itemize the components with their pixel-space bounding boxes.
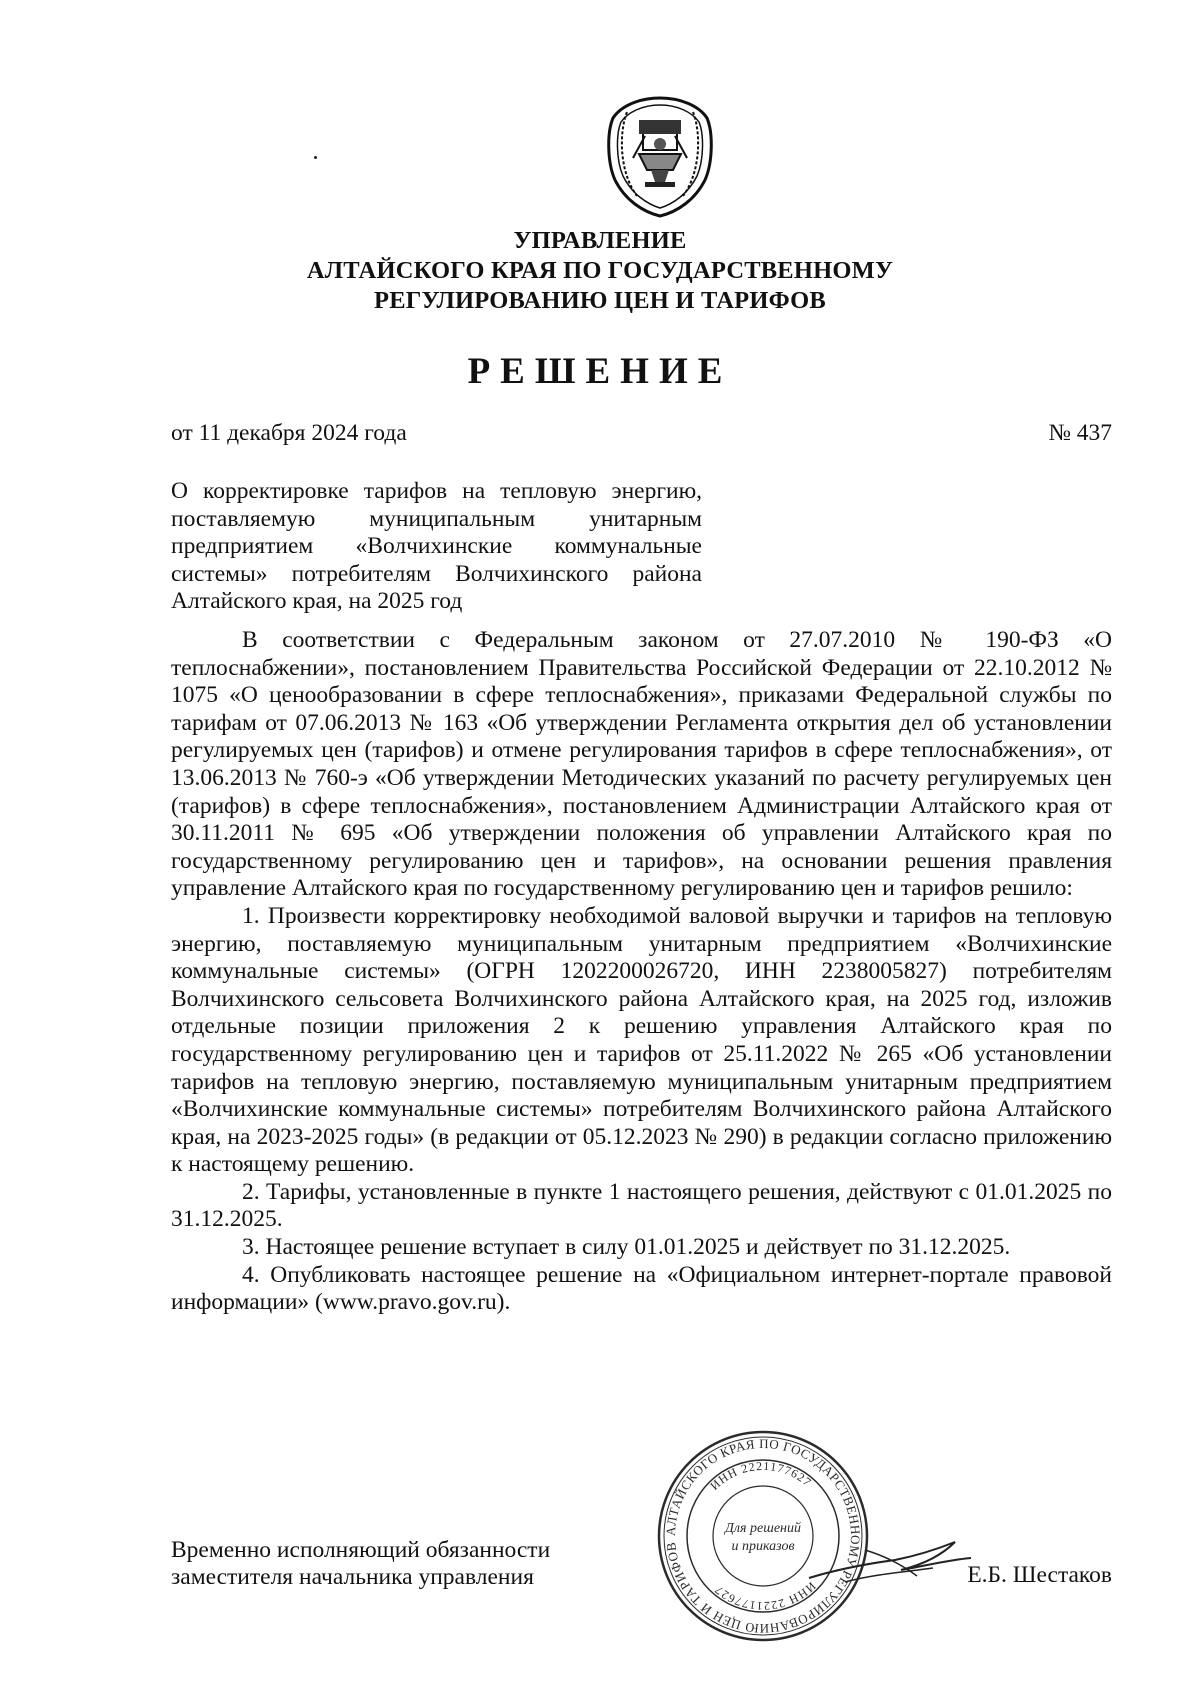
issuer-header bbox=[240, 226, 960, 316]
header-line: АЛТАЙСКОГО КРАЯ ПО ГОСУДАРСТВЕННОМУ bbox=[306, 257, 894, 284]
stamp-inn-bottom: ИНН 2221177627 bbox=[711, 1579, 819, 1614]
document-date: от 11 декабря 2024 года bbox=[171, 420, 407, 446]
stamp-center-line: Для решений bbox=[725, 1521, 801, 1536]
stamp-ring-text: АЛТАЙСКОГО КРАЯ ПО ГОСУДАРСТВЕННОМУ РЕГУЛИРОВАНИЮ ЦЕН И ТАРИФОВ bbox=[662, 1435, 864, 1637]
body-paragraph: 1. Произвести корректировку необходимой валовой выручки и тарифов на тепловую энергию, поставляемую муниципальным унитарным предприятием «Волчихинские коммунальные системы» (ОГРН 1202200026720, ИНН 2238005827) потребителям Волчихинского сельсовета Волчихинского района Алтайского края, на 2025 год, изложив отдельные позиции приложения 2 к решению управления Алтайского края по государственному регулированию цен и тарифов от 25.11.2022 № 265 «Об установлении тарифов на тепловую энергию, поставляемую муниципальным унитарным предприятием «Волчихинские коммунальные системы» потребителям Волчихинского района Алтайского края, на 2023-2025 годы» (в редакции от 05.12.2023 № 290) в редакции согласно приложению к настоящему решению. bbox=[171, 902, 1112, 1178]
position-line: Временно исполняющий обязанности bbox=[171, 1537, 551, 1563]
document-number: № 437 bbox=[1048, 420, 1112, 446]
body-paragraph: 3. Настоящее решение вступает в силу 01.01.2025 и действует по 31.12.2025. bbox=[242, 1234, 1011, 1261]
scan-speck bbox=[314, 156, 317, 159]
position-line: заместителя начальника управления bbox=[171, 1564, 534, 1590]
header-line: РЕГУЛИРОВАНИЮ ЦЕН И ТАРИФОВ bbox=[374, 287, 826, 314]
document-subject: О корректировке тарифов на тепловую энергию, поставляемую муниципальным унитарным предприятием «Волчихинские коммунальные системы» потребителям Волчихинского района Алтайского края, на 2025 год bbox=[171, 478, 702, 614]
signatory-position bbox=[171, 1537, 550, 1591]
stamp-inn-top: ИНН 2221177627 bbox=[707, 1458, 815, 1493]
handwritten-signature bbox=[805, 1520, 975, 1600]
body-paragraph: 2. Тарифы, установленные в пункте 1 настоящего решения, действуют с 01.01.2025 по 31.12.2025. bbox=[171, 1178, 1112, 1233]
svg-text:ИНН 2221177627 bbox=[711, 1579, 818, 1613]
stamp-center-line: и приказов bbox=[731, 1539, 795, 1554]
svg-text:ИНН 2221177627 bbox=[707, 1459, 814, 1493]
document-title: РЕШЕНИЕ bbox=[467, 351, 733, 392]
body-paragraph: В соответствии с Федеральным законом от 27.07.2010 № 190-ФЗ «О теплоснабжении», постановлением Правительства Российской Федерации от 22.10.2012 № 1075 «О ценообразовании в сфере теплоснабжения», приказами Федеральной службы по тарифам от 07.06.2013 № 163 «Об утверждении Регламента открытия дел об установлении регулируемых цен (тарифов) и отмене регулирования тарифов в сфере теплоснабжения», от 13.06.2013 № 760-э «Об утверждении Методических указаний по расчету регулируемых цен (тарифов) в сфере теплоснабжения», постановлением Администрации Алтайского края от 30.11.2011 № 695 «Об утверждении положения об управлении Алтайского края по государственному регулированию цен и тарифов», на основании решения правления управление Алтайского края по государственному регулированию цен и тарифов решило: bbox=[171, 627, 1112, 902]
header-line: УПРАВЛЕНИЕ bbox=[513, 227, 687, 254]
body-paragraph: 4. Опубликовать настоящее решение на «Официальном интернет-портале правовой информации» (www.pravo.gov.ru). bbox=[171, 1261, 1112, 1316]
signatory-name: Е.Б. Шестаков bbox=[967, 1562, 1112, 1588]
document-body bbox=[171, 627, 1112, 1317]
coat-of-arms-emblem bbox=[599, 92, 721, 220]
